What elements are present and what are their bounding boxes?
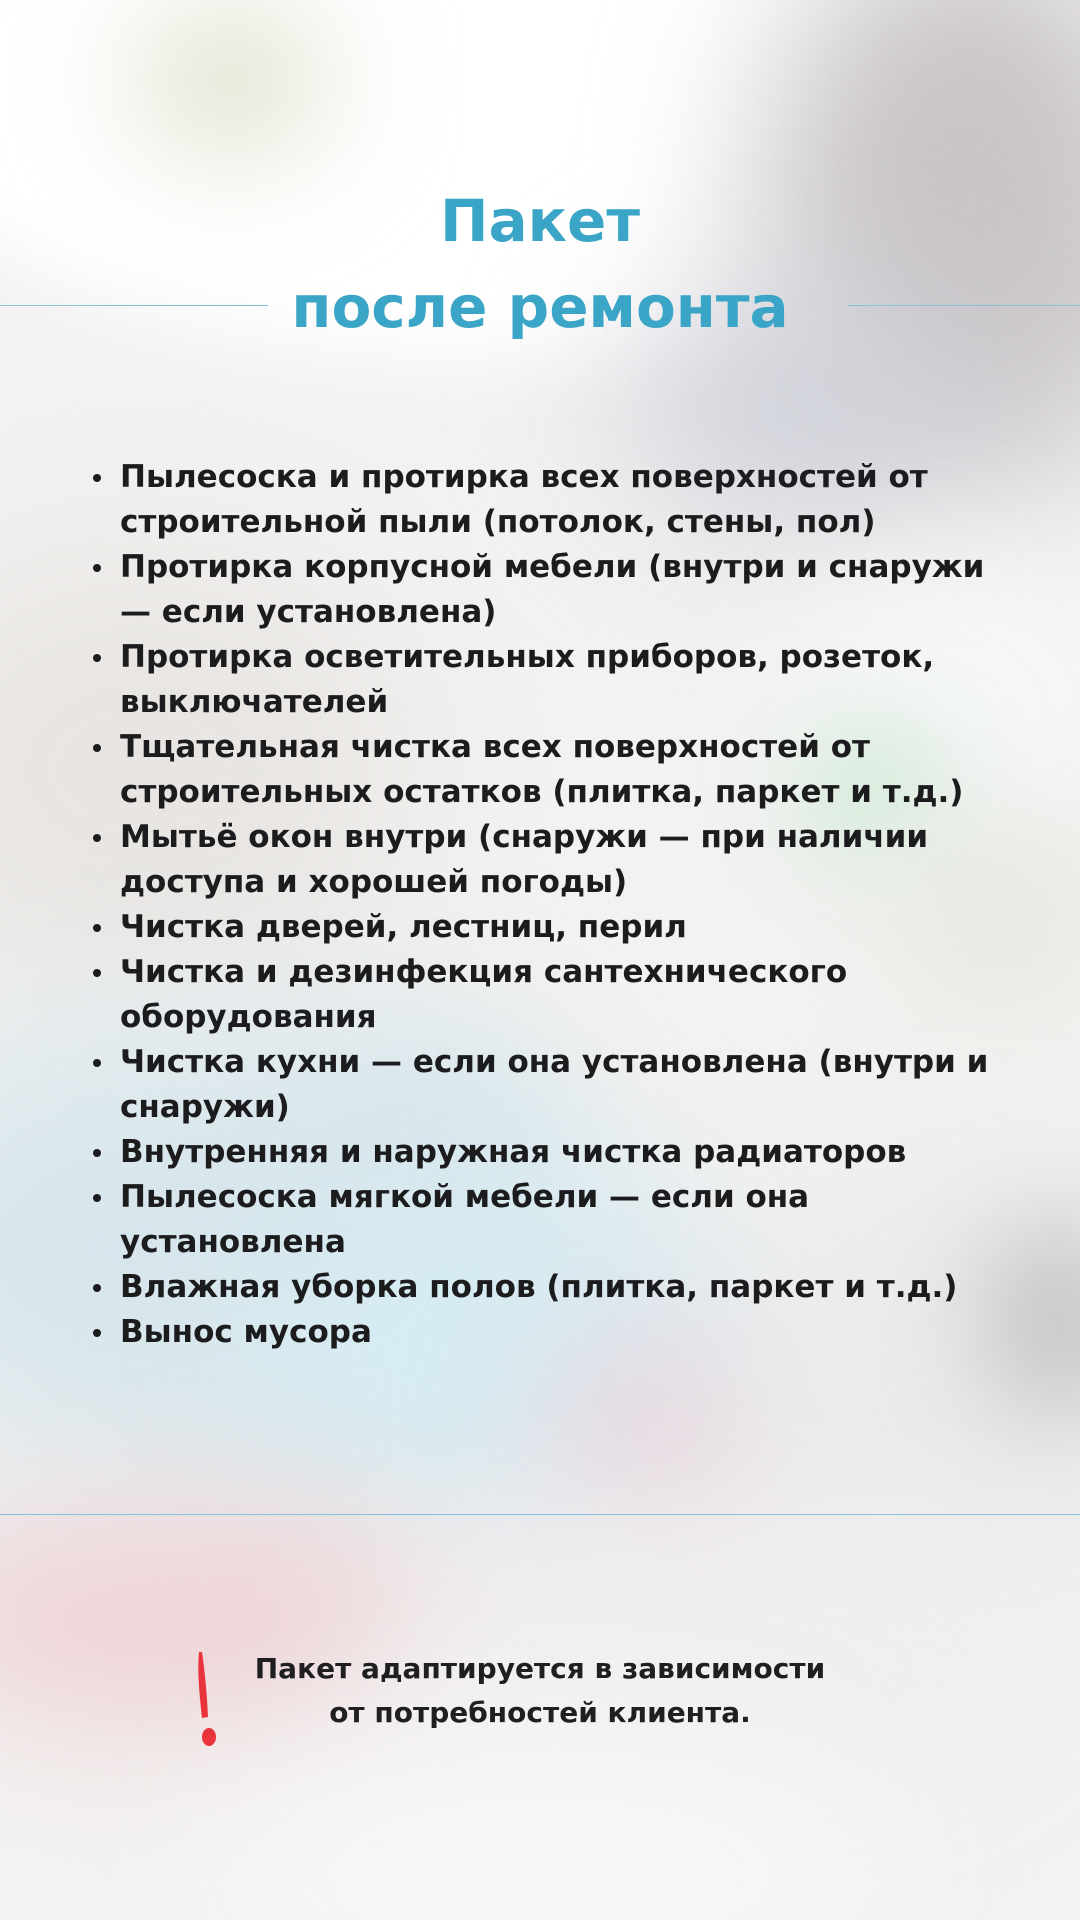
list-item: Пылесоска мягкой мебели — если она установлена (120, 1175, 1010, 1265)
title-divider-left (0, 305, 268, 306)
list-item: Вынос мусора (120, 1310, 1010, 1355)
note-line-1: Пакет адаптируется в зависимости (254, 1652, 826, 1685)
page-title (0, 178, 1080, 350)
exclamation-icon (188, 1646, 228, 1754)
list-item: Чистка кухни — если она установлена (внутри и снаружи) (120, 1040, 1010, 1130)
title-line-2: после ремонта (291, 273, 789, 341)
list-item: Пылесоска и протирка всех поверхностей от строительной пыли (потолок, стены, пол) (120, 455, 1010, 545)
note-text (230, 1647, 850, 1735)
list-item: Протирка осветительных приборов, розеток, выключателей (120, 635, 1010, 725)
list-item: Мытьё окон внутри (снаружи — при наличии доступа и хорошей погоды) (120, 815, 1010, 905)
list-item: Внутренняя и наружная чистка радиаторов (120, 1130, 1010, 1175)
title-divider-right (848, 305, 1080, 306)
list-item: Тщательная чистка всех поверхностей от строительных остатков (плитка, паркет и т.д.) (120, 725, 1010, 815)
list-item: Влажная уборка полов (плитка, паркет и т.д.) (120, 1265, 1010, 1310)
list-item: Чистка дверей, лестниц, перил (120, 905, 1010, 950)
list-item: Протирка корпусной мебели (внутри и снаружи — если установлена) (120, 545, 1010, 635)
section-divider (0, 1514, 1080, 1515)
note-line-2: от потребностей клиента. (329, 1696, 751, 1729)
services-list (120, 455, 1010, 1355)
list-item: Чистка и дезинфекция сантехнического оборудования (120, 950, 1010, 1040)
title-line-1: Пакет (440, 187, 640, 255)
